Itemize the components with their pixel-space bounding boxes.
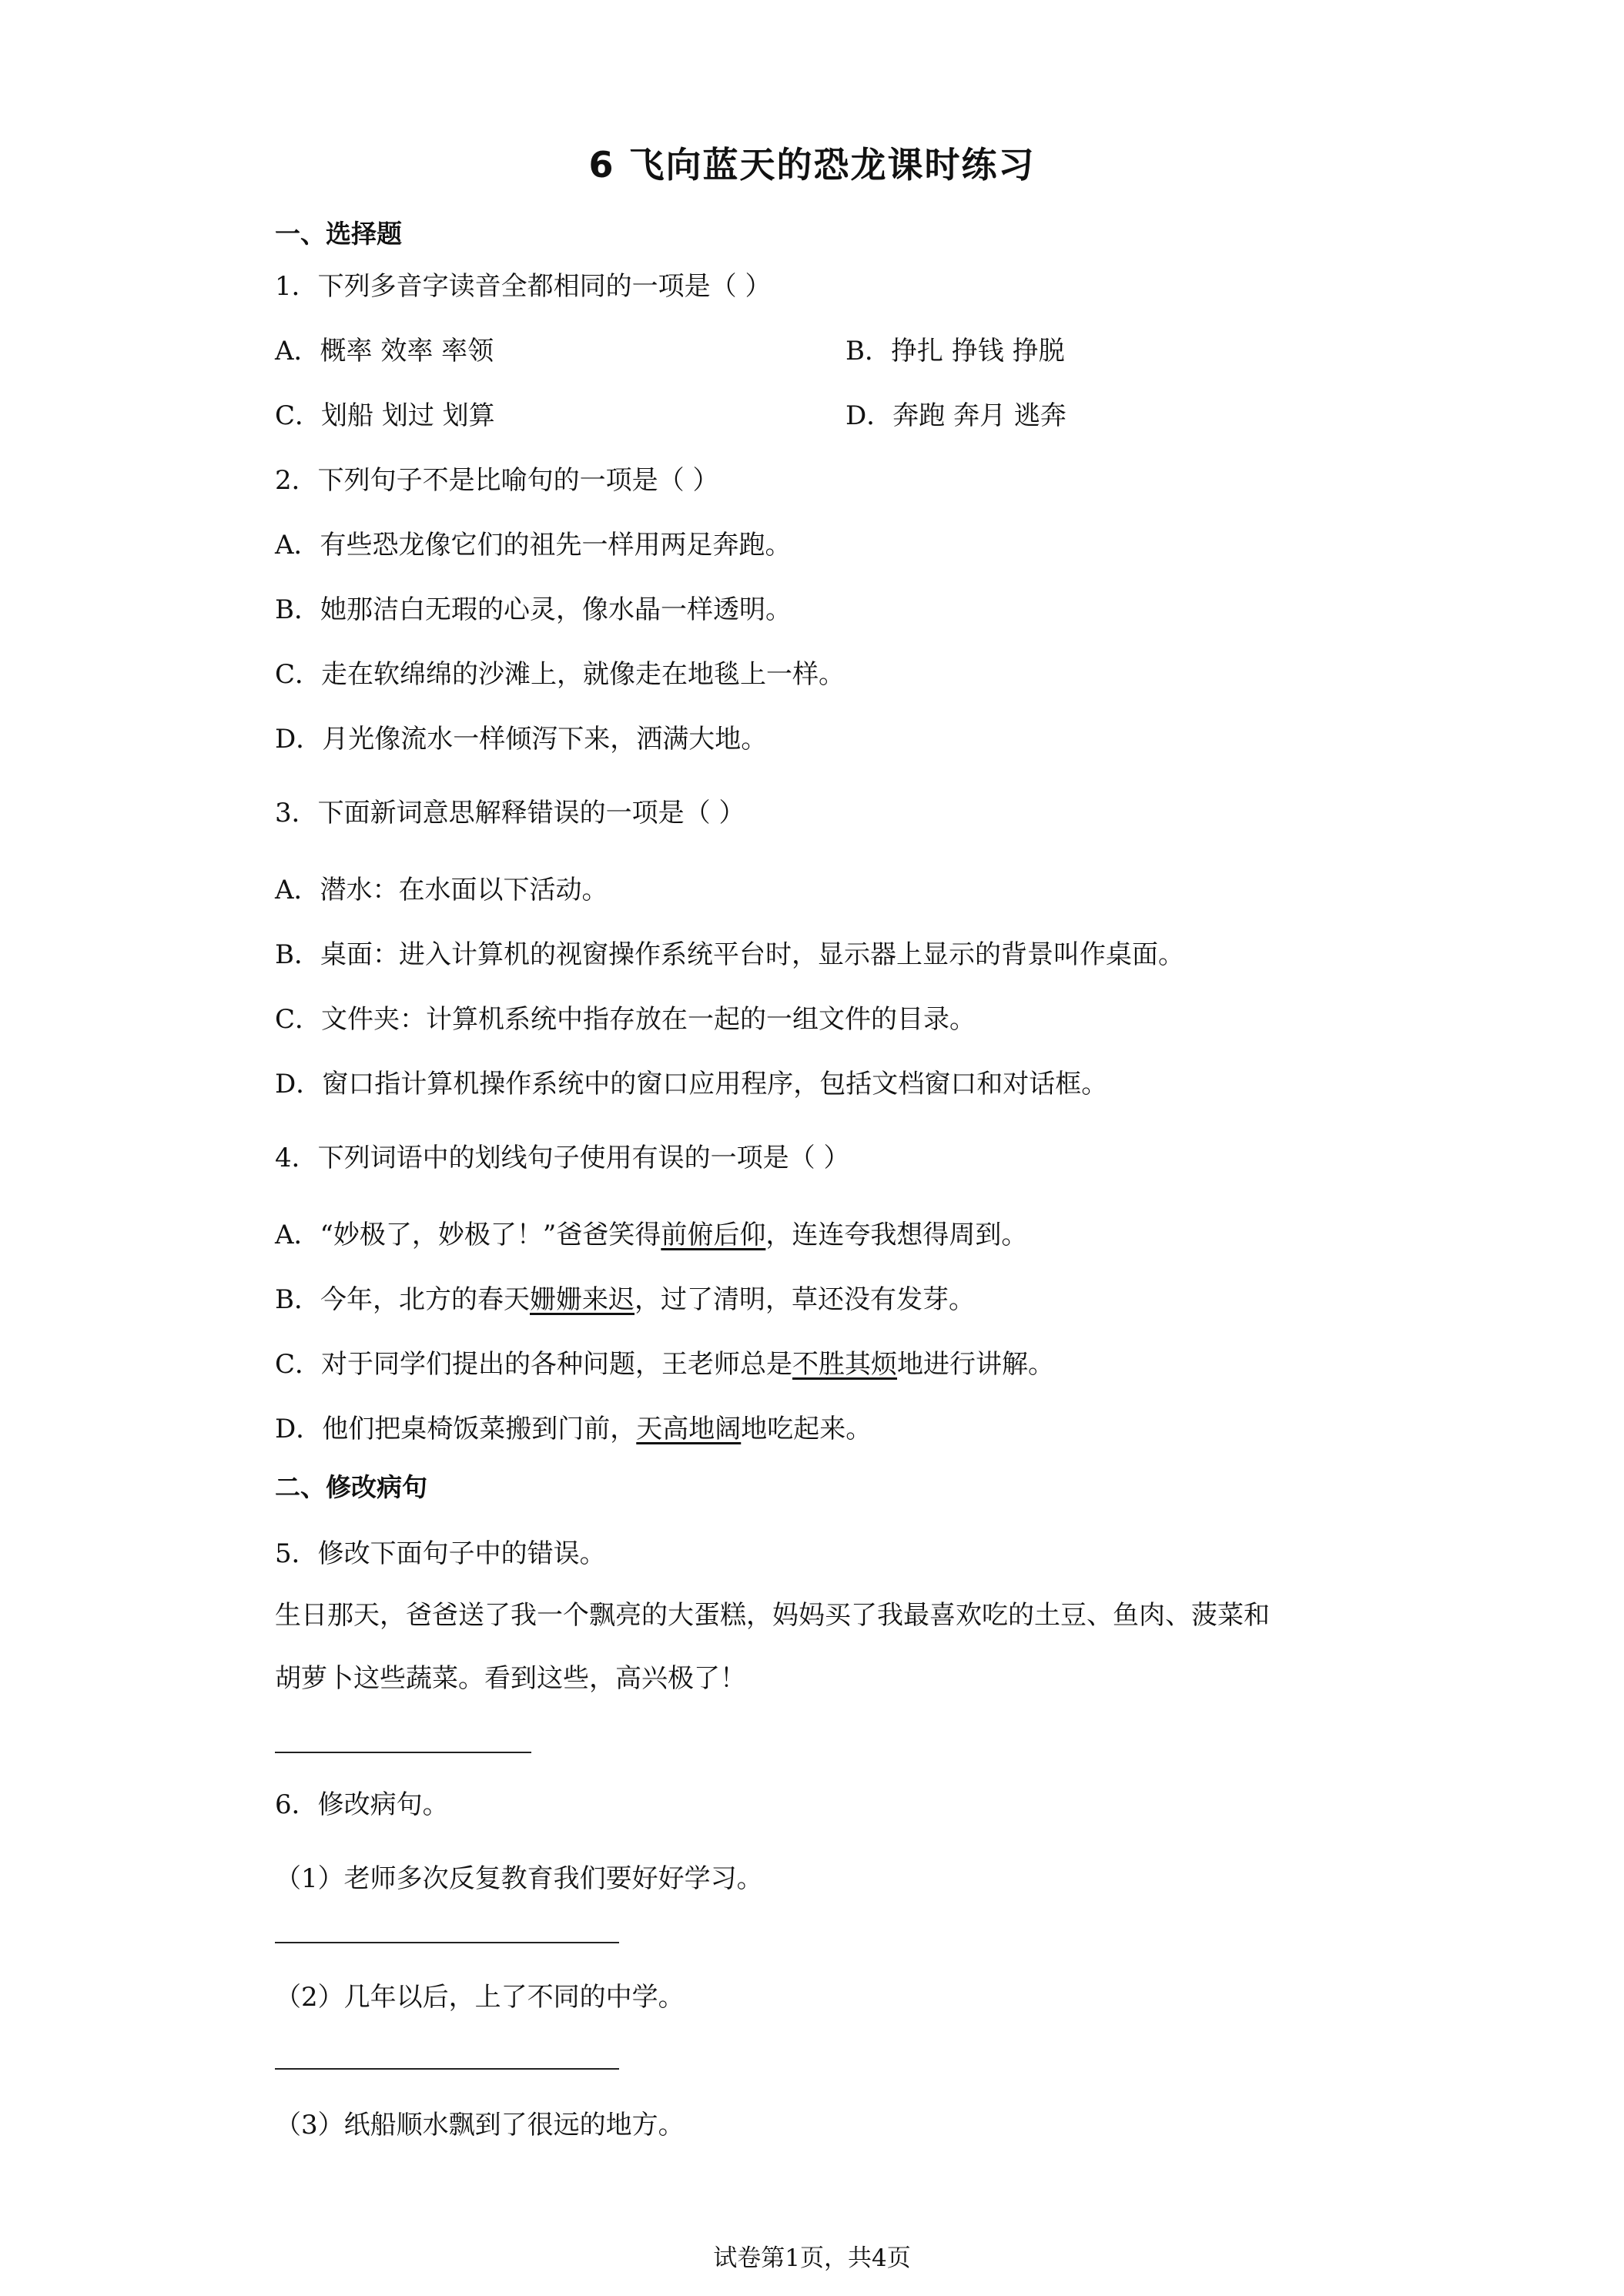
question-5-sentence-line-1: 生日那天，爸爸送了我一个飘亮的大蛋糕，妈妈买了我最喜欢吃的土豆、鱼肉、菠菜和	[275, 1600, 1270, 1631]
option-text: ，过了清明，草还没有发芽。	[635, 1284, 975, 1315]
option-text: 地吃起来。	[741, 1414, 872, 1444]
question-5-stem: 5．修改下面句子中的错误。	[275, 1538, 606, 1569]
question-1-option-c: C．划船 划过 划算	[275, 400, 495, 431]
page-title: 6 飞向蓝天的恐龙课时练习	[588, 144, 1036, 186]
question-4-stem: 4．下列词语中的划线句子使用有误的一项是（ ）	[275, 1143, 850, 1173]
answer-blank[interactable]	[275, 1752, 531, 1753]
question-1-option-b: B．挣扎 挣钱 挣脱	[845, 336, 1065, 366]
question-6-stem: 6．修改病句。	[275, 1789, 449, 1820]
option-text: ，连连夸我想得周到。	[765, 1220, 1028, 1250]
question-3-option-b: B．桌面：进入计算机的视窗操作系统平台时，显示器上显示的背景叫作桌面。	[275, 939, 1184, 970]
question-2-stem: 2．下列句子不是比喻句的一项是（ ）	[275, 465, 719, 496]
answer-blank[interactable]	[275, 2068, 619, 2070]
question-2-option-a: A．有些恐龙像它们的祖先一样用两足奔跑。	[275, 530, 792, 561]
question-4-option-b	[275, 1278, 975, 1316]
question-5-sentence-line-2: 胡萝卜这些蔬菜。看到这些，高兴极了！	[275, 1663, 746, 1694]
option-text: A．“妙极了，妙极了！”爸爸笑得	[275, 1220, 661, 1250]
underlined-phrase: 姗姗来迟	[530, 1284, 635, 1315]
question-2-option-d: D．月光像流水一样倾泻下来，洒满大地。	[275, 724, 768, 755]
option-text: D．他们把桌椅饭菜搬到门前，	[275, 1414, 637, 1444]
page-footer: 试卷第1页，共4页	[713, 2244, 911, 2272]
question-6-part-2: （2）几年以后，上了不同的中学。	[275, 1982, 685, 2013]
question-6-part-3: （3）纸船顺水飘到了很远的地方。	[275, 2110, 685, 2140]
question-3-option-c: C．文件夹：计算机系统中指存放在一起的一组文件的目录。	[275, 1004, 976, 1035]
question-4-option-c	[275, 1343, 1054, 1381]
question-1-option-d: D．奔跑 奔月 逃奔	[845, 400, 1066, 431]
question-6-part-1: （1）老师多次反复教育我们要好好学习。	[275, 1863, 763, 1894]
underlined-phrase: 前俯后仰	[661, 1220, 766, 1250]
answer-blank[interactable]	[275, 1942, 619, 1943]
option-text: 地进行讲解。	[897, 1349, 1055, 1380]
question-3-option-d: D．窗口指计算机操作系统中的窗口应用程序，包括文档窗口和对话框。	[275, 1069, 1108, 1099]
option-text: C．对于同学们提出的各种问题，王老师总是	[275, 1349, 793, 1380]
question-4-option-a	[275, 1213, 1027, 1251]
underlined-phrase: 不胜其烦	[792, 1349, 898, 1380]
option-text: B．今年，北方的春天	[275, 1284, 530, 1315]
question-2-option-c: C．走在软绵绵的沙滩上，就像走在地毯上一样。	[275, 659, 845, 690]
section-heading-correction: 二、修改病句	[275, 1472, 427, 1502]
question-3-stem: 3．下面新词意思解释错误的一项是（ ）	[275, 798, 745, 828]
question-3-option-a: A．潜水：在水面以下活动。	[275, 875, 608, 905]
question-1-stem: 1．下列多音字读音全都相同的一项是（ ）	[275, 271, 772, 302]
question-2-option-b: B．她那洁白无瑕的心灵，像水晶一样透明。	[275, 594, 792, 625]
section-heading-choice: 一、选择题	[275, 219, 402, 249]
underlined-phrase: 天高地阔	[636, 1414, 742, 1444]
question-1-option-a: A．概率 效率 率领	[275, 336, 494, 366]
question-4-option-d	[275, 1407, 872, 1445]
